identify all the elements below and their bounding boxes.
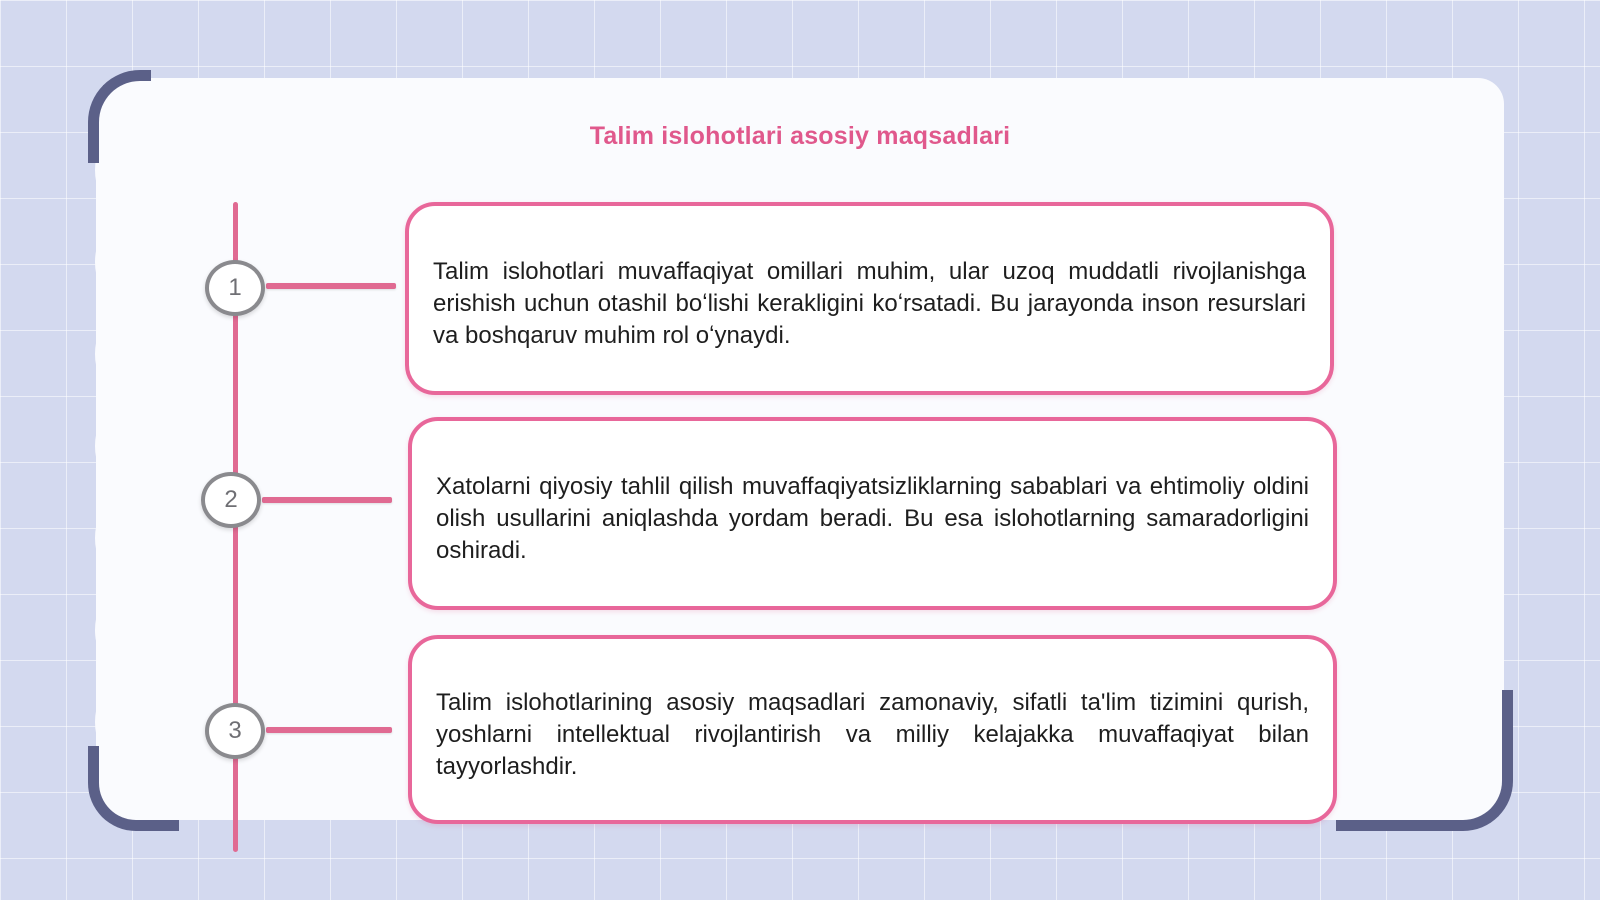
step-connector-1 bbox=[266, 283, 396, 289]
card-scallop bbox=[95, 324, 125, 384]
content-box-1 bbox=[405, 202, 1334, 395]
step-badge-3: 3 bbox=[205, 703, 265, 759]
card-scallop bbox=[95, 416, 125, 476]
frame-corner-bottom-right bbox=[1336, 690, 1513, 831]
step-badge-1: 1 bbox=[205, 260, 265, 316]
card-scallop bbox=[95, 600, 125, 660]
slide-title: Talim islohotlari asosiy maqsadlari bbox=[589, 122, 1011, 150]
step-connector-2 bbox=[262, 497, 392, 503]
content-box-3 bbox=[408, 635, 1337, 824]
step-connector-3 bbox=[266, 727, 392, 733]
content-text-2: Xatolarni qiyosiy tahlil qilish muvaffaqiyatsizliklarning sabablari va ehtimoliy oldini olish usullarini aniqlashda yordam beradi. Bu esa islohotlarning samaradorligini oshiradi. bbox=[436, 473, 1309, 564]
content-text-1: Talim islohotlari muvaffaqiyat omillari muhim, ular uzoq muddatli rivojlanishga erishish uchun otashil boʻlishi kerakligini koʻrsatadi. Bu jarayonda inson resurslari va boshqaruv muhim rol oʻynaydi. bbox=[433, 258, 1306, 349]
card-scallop bbox=[95, 232, 125, 292]
content-box-2 bbox=[408, 417, 1337, 610]
content-text-3: Talim islohotlarining asosiy maqsadlari zamonaviy, sifatli ta'lim tizimini qurish, yoshlarni intellektual rivojlantirish va milliy kelajakka muvaffaqiyat bilan tayyorlashdir. bbox=[436, 689, 1309, 780]
card-scallop bbox=[95, 508, 125, 568]
frame-corner-bottom-left bbox=[88, 746, 179, 831]
card-scallop bbox=[95, 692, 125, 752]
step-badge-2: 2 bbox=[201, 472, 261, 528]
